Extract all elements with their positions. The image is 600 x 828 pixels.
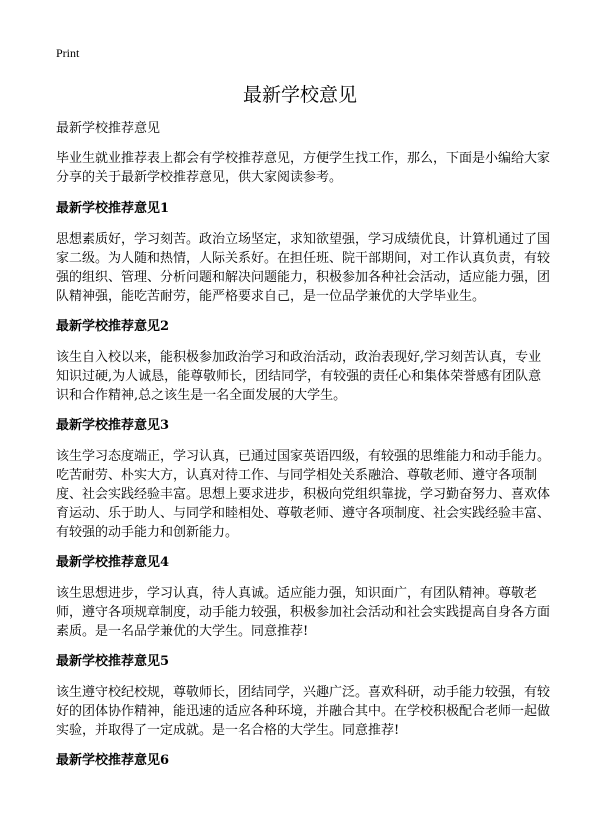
section-heading: 最新学校推荐意见3: [56, 418, 170, 433]
section-body: 该生思想进步，学习认真，待人真诚。适应能力强，知识面广，有团队精神。尊敬老师，遵守各项规章制度，动手能力较强，积极参加社会活动和社会实践提高自身各方面素质。是一名品学兼优的大学生。同意推荐!: [56, 586, 551, 639]
section-heading: 最新学校推荐意见6: [56, 753, 170, 768]
recommendation-section-6: [56, 752, 550, 770]
section-heading: 最新学校推荐意见2: [56, 319, 170, 334]
article-subtitle: 最新学校推荐意见: [56, 121, 161, 136]
section-body: 该生自入校以来，能积极参加政治学习和政治活动，政治表现好,学习刻苦认真，专业知识过硬,为人诚恳，能尊敬师长，团结同学，有较强的责任心和集体荣誉感有团队意识和合作精神,总之该生是一名全面发展的大学生。: [56, 350, 542, 403]
section-body: 该生学习态度端正，学习认真，已通过国家英语四级，有较强的思维能力和动手能力。吃苦耐劳、朴实大方，认真对待工作、与同学相处关系融洽、尊敬老师、遵守各项制度、社会实践经验丰富。思想上要求进步，积极向党组织靠拢，学习勤奋努力、喜欢体育运动、乐于助人、与同学和睦相处、尊敬老师、遵守各项制度、社会实践经验丰富、有较强的动手能力和创新能力。: [56, 449, 551, 540]
section-body: 思想素质好，学习刻苦。政治立场坚定，求知欲望强，学习成绩优良，计算机通过了国家二级。为人随和热情，人际关系好。在担任班、院干部期间，对工作认真负责，有较强的组织、管理、分析问题和解决问题能力，积极参加各种社会活动，适应能力强，团队精神强，能吃苦耐劳，能严格要求自己，是一位品学兼优的大学毕业生。: [56, 232, 551, 304]
page-title: 最新学校意见: [242, 84, 357, 106]
recommendation-section-5: [56, 653, 550, 740]
print-link[interactable]: Print: [56, 46, 80, 60]
recommendation-section-4: [56, 554, 550, 641]
section-heading: 最新学校推荐意见4: [56, 555, 170, 570]
recommendation-section-1: [56, 200, 550, 306]
article-body: [56, 120, 550, 782]
recommendation-section-3: [56, 417, 550, 542]
section-body: 该生遵守校纪校规，尊敬师长，团结同学，兴趣广泛。喜欢科研，动手能力较强，有较好的团体协作精神，能迅速的适应各种环境，并融合其中。在学校积极配合老师一起做实验，并取得了一定成就。是一名合格的大学生。同意推荐!: [56, 685, 551, 738]
intro-paragraph: 毕业生就业推荐表上都会有学校推荐意见，方便学生找工作，那么，下面是小编给大家分享的关于最新学校推荐意见，供大家阅读参考。: [56, 151, 551, 185]
section-heading: 最新学校推荐意见1: [56, 201, 170, 216]
recommendation-section-2: [56, 318, 550, 405]
section-heading: 最新学校推荐意见5: [56, 654, 170, 669]
